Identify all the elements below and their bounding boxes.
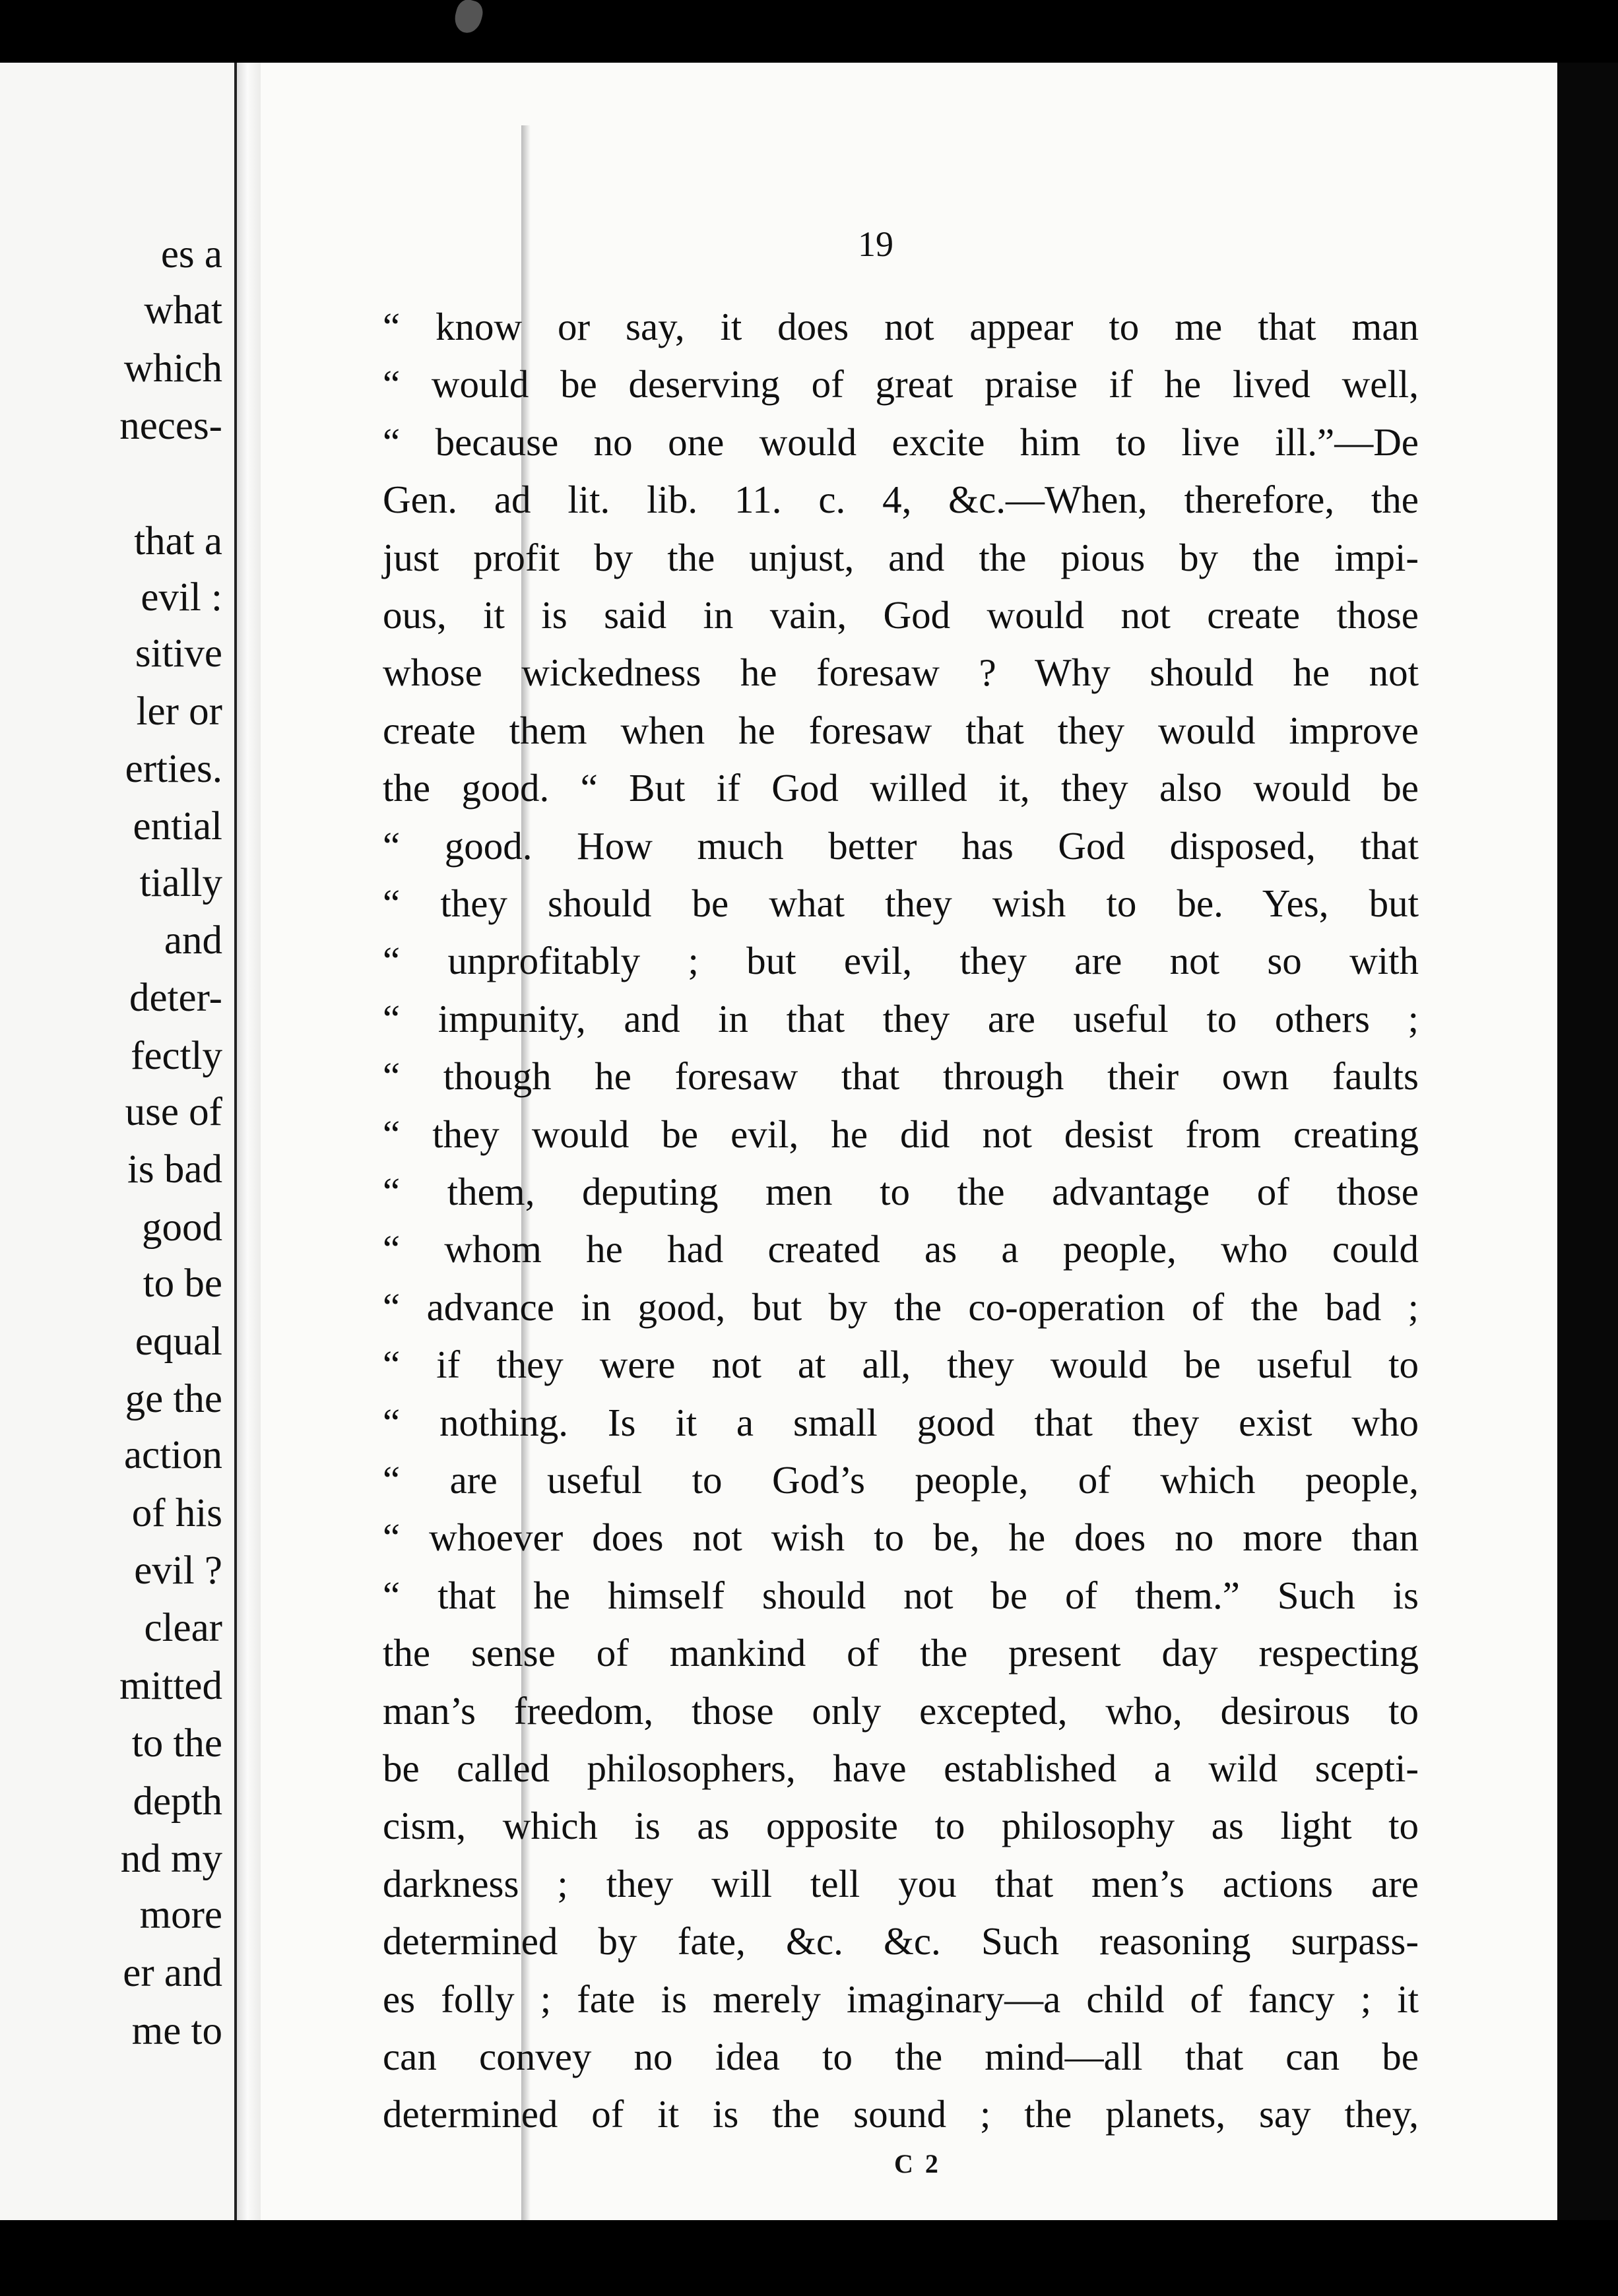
left-page-line: to the <box>131 1721 222 1766</box>
left-page-line: neces- <box>119 404 222 448</box>
text-line: determined by fate, &c. &c. Such reasoning surpass- <box>383 1919 1419 1963</box>
left-page-line: mitted <box>119 1664 222 1708</box>
left-page-line: tially <box>139 861 222 905</box>
left-page-line: what <box>144 288 222 333</box>
text-line: “ advance in good, but by the co-operation of the bad ; <box>383 1285 1419 1329</box>
text-line: “ are useful to God’s people, of which people, <box>383 1458 1419 1502</box>
left-page-line: to be <box>143 1261 222 1306</box>
left-page-line: erties. <box>125 747 222 791</box>
left-page-line: good <box>142 1205 222 1250</box>
text-line: “ that he himself should not be of them.” Such is <box>383 1573 1419 1617</box>
text-line: “ whoever does not wish to be, he does no more than <box>383 1515 1419 1560</box>
left-page-line: evil : <box>141 575 222 620</box>
left-page-line: depth <box>133 1779 222 1824</box>
left-page-line: is bad <box>127 1147 222 1192</box>
text-line: “ impunity, and in that they are useful to others ; <box>383 996 1419 1040</box>
left-page-line: ler or <box>136 689 222 734</box>
left-page-line: sitive <box>135 631 222 676</box>
text-line: “ they should be what they wish to be. Yes, but <box>383 881 1419 925</box>
left-page-line: ential <box>133 804 222 848</box>
left-page-line: deter- <box>129 976 222 1020</box>
text-line: “ whom he had created as a people, who could <box>383 1227 1419 1271</box>
page-number: 19 <box>858 224 893 264</box>
text-line: “ nothing. Is it a small good that they exist who <box>383 1400 1419 1444</box>
left-page-line: clear <box>144 1606 222 1650</box>
left-page-line: es a <box>160 232 222 276</box>
text-line: just profit by the unjust, and the pious by the impi- <box>383 535 1419 579</box>
left-page-line: action <box>123 1433 222 1477</box>
text-line: “ unprofitably ; but evil, they are not so with <box>383 939 1419 983</box>
left-page-line: of his <box>131 1491 222 1535</box>
left-page-line: which <box>123 346 222 391</box>
bottom-scan-border <box>0 2220 1618 2296</box>
text-line: “ they would be evil, he did not desist from creating <box>383 1112 1419 1156</box>
book-gutter <box>234 63 263 2220</box>
left-page-line: equal <box>135 1320 222 1364</box>
left-page-line: evil ? <box>134 1548 222 1593</box>
top-ink-smudge <box>451 0 486 36</box>
left-page-line: ge the <box>125 1377 222 1421</box>
text-line: “ good. How much better has God disposed, that <box>383 823 1419 868</box>
text-line: Gen. ad lit. lib. 11. c. 4, &c.—When, therefore, the <box>383 478 1419 522</box>
text-line: “ if they were not at all, they would be useful to <box>383 1343 1419 1387</box>
text-line: “ though he foresaw that through their own faults <box>383 1054 1419 1099</box>
text-line: be called philosophers, have established a wild scepti- <box>383 1746 1419 1790</box>
text-line: cism, which is as opposite to philosophy as light to <box>383 1804 1419 1848</box>
left-page-fragment <box>0 63 234 2220</box>
text-line: “ them, deputing men to the advantage of those <box>383 1170 1419 1213</box>
left-page-line: and <box>164 918 222 963</box>
text-line: man’s freedom, those only excepted, who, desirous to <box>383 1688 1419 1733</box>
text-line: “ because no one would excite him to live ill.”—De <box>383 420 1419 464</box>
text-line: “ would be deserving of great praise if he lived well, <box>383 362 1419 406</box>
left-page-line: er and <box>123 1951 222 1995</box>
text-line: determined of it is the sound ; the planets, say they, <box>383 2092 1419 2136</box>
text-line: can convey no idea to the mind—all that can be <box>383 2035 1419 2078</box>
left-page-line: fectly <box>131 1034 222 1078</box>
text-line: create them when he foresaw that they would improve <box>383 708 1419 752</box>
text-line: darkness ; they will tell you that men’s actions are <box>383 1861 1419 1905</box>
left-page-line: me to <box>131 2009 222 2053</box>
right-scan-border <box>1557 63 1618 2233</box>
text-line: the sense of mankind of the present day respecting <box>383 1631 1419 1675</box>
left-page-line: nd my <box>120 1837 222 1881</box>
left-page-line: that a <box>134 519 222 563</box>
text-line: ous, it is said in vain, God would not create those <box>383 593 1419 637</box>
left-page-line: more <box>139 1893 222 1937</box>
text-line: “ know or say, it does not appear to me that man <box>383 305 1419 348</box>
text-line: the good. “ But if God willed it, they also would be <box>383 766 1419 810</box>
text-line: whose wickedness he foresaw ? Why should he not <box>383 651 1419 695</box>
left-page-line: use of <box>125 1090 222 1134</box>
signature-mark: C 2 <box>894 2149 941 2179</box>
text-line: es folly ; fate is merely imaginary—a child of fancy ; it <box>383 1977 1419 2021</box>
